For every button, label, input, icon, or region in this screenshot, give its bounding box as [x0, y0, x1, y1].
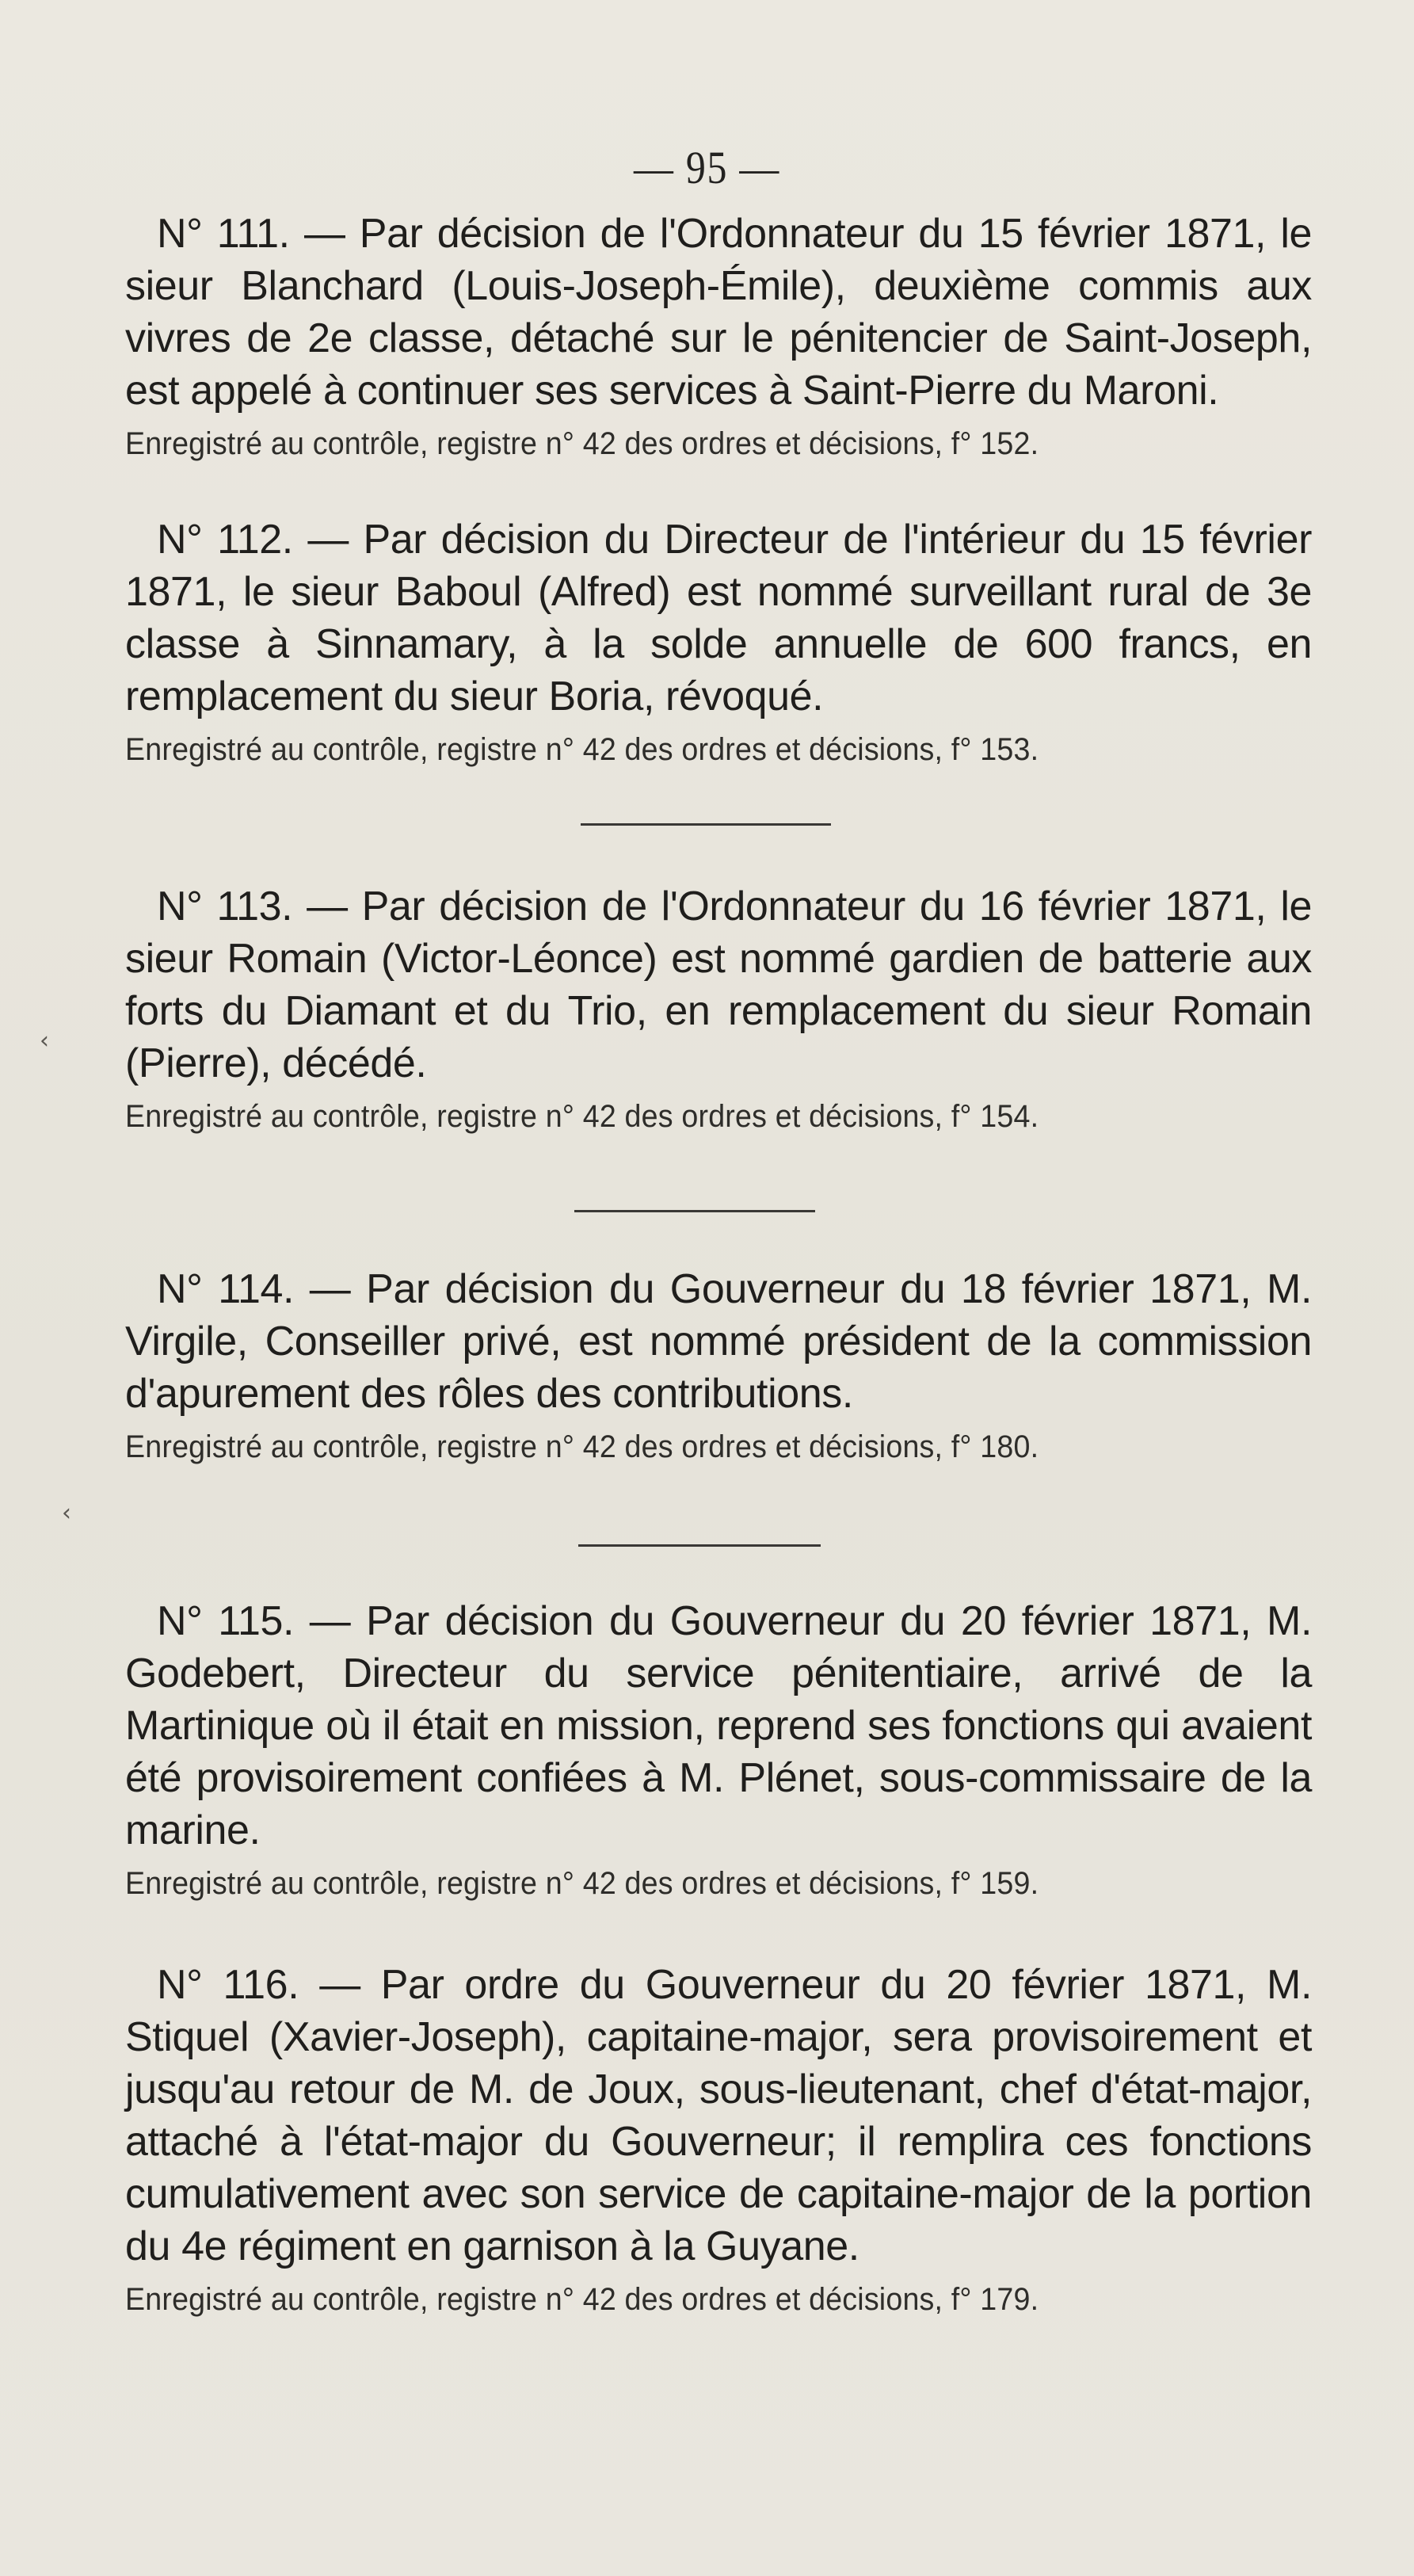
registration-note: Enregistré au contrôle, registre n° 42 des ordres et décisions, f° 179.: [125, 2282, 1039, 2317]
section-divider: [581, 823, 831, 826]
decision-entry-111: [125, 208, 1312, 466]
margin-mark: ‹: [62, 1499, 71, 1527]
section-divider: [574, 1210, 815, 1212]
registration-note: Enregistré au contrôle, registre n° 42 des ordres et décisions, f° 154.: [125, 1099, 1039, 1134]
page-number: — 95 —: [634, 142, 780, 193]
section-divider: [578, 1544, 821, 1547]
decision-text: N° 115. — Par décision du Gouverneur du 20 février 1871, M. Godebert, Directeur du service pénitentiaire, arrivé de la Martinique où il était en mission, reprend ses fonctions qui avaient été provisoirement confiées à M. Plénet, sous-commissaire de la marine.: [125, 1598, 1312, 1853]
decision-entry-114: [125, 1263, 1312, 1469]
decision-entry-116: [125, 1959, 1312, 2322]
decision-text: N° 116. — Par ordre du Gouverneur du 20 février 1871, M. Stiquel (Xavier-Joseph), capitaine-major, sera provisoirement et jusqu'au retour de M. de Joux, sous-lieutenant, chef d'état-major, attaché à l'état-major du Gouverneur; il remplira ces fonctions cumulativement avec son service de capitaine-major de la portion du 4e régiment en garnison à la Guyane.: [125, 1962, 1312, 2269]
decision-text: N° 111. — Par décision de l'Ordonnateur du 15 février 1871, le sieur Blanchard (Louis-Joseph-Émile), deuxième commis aux vivres de 2e classe, détaché sur le pénitencier de Saint-Joseph, est appelé à continuer ses services à Saint-Pierre du Maroni.: [125, 211, 1312, 414]
registration-note: Enregistré au contrôle, registre n° 42 des ordres et décisions, f° 159.: [125, 1866, 1039, 1901]
registration-note: Enregistré au contrôle, registre n° 42 des ordres et décisions, f° 153.: [125, 732, 1039, 767]
registration-note: Enregistré au contrôle, registre n° 42 des ordres et décisions, f° 152.: [125, 426, 1039, 461]
decision-text: N° 113. — Par décision de l'Ordonnateur du 16 février 1871, le sieur Romain (Victor-Léonce) est nommé gardien de batterie aux forts du Diamant et du Trio, en remplacement du sieur Romain (Pierre), décédé.: [125, 883, 1312, 1086]
margin-mark: ‹: [40, 1027, 49, 1055]
decision-text: N° 112. — Par décision du Directeur de l'intérieur du 15 février 1871, le sieur Baboul (Alfred) est nommé surveillant rural de 3e classe à Sinnamary, à la solde annuelle de 600 francs, en remplacement du sieur Boria, révoqué.: [125, 517, 1312, 719]
decision-entry-115: [125, 1595, 1312, 1906]
decision-entry-113: [125, 880, 1312, 1139]
decision-text: N° 114. — Par décision du Gouverneur du 18 février 1871, M. Virgile, Conseiller privé, est nommé président de la commission d'apurement des rôles des contributions.: [125, 1266, 1312, 1417]
registration-note: Enregistré au contrôle, registre n° 42 des ordres et décisions, f° 180.: [125, 1429, 1039, 1464]
decision-entry-112: [125, 513, 1312, 772]
